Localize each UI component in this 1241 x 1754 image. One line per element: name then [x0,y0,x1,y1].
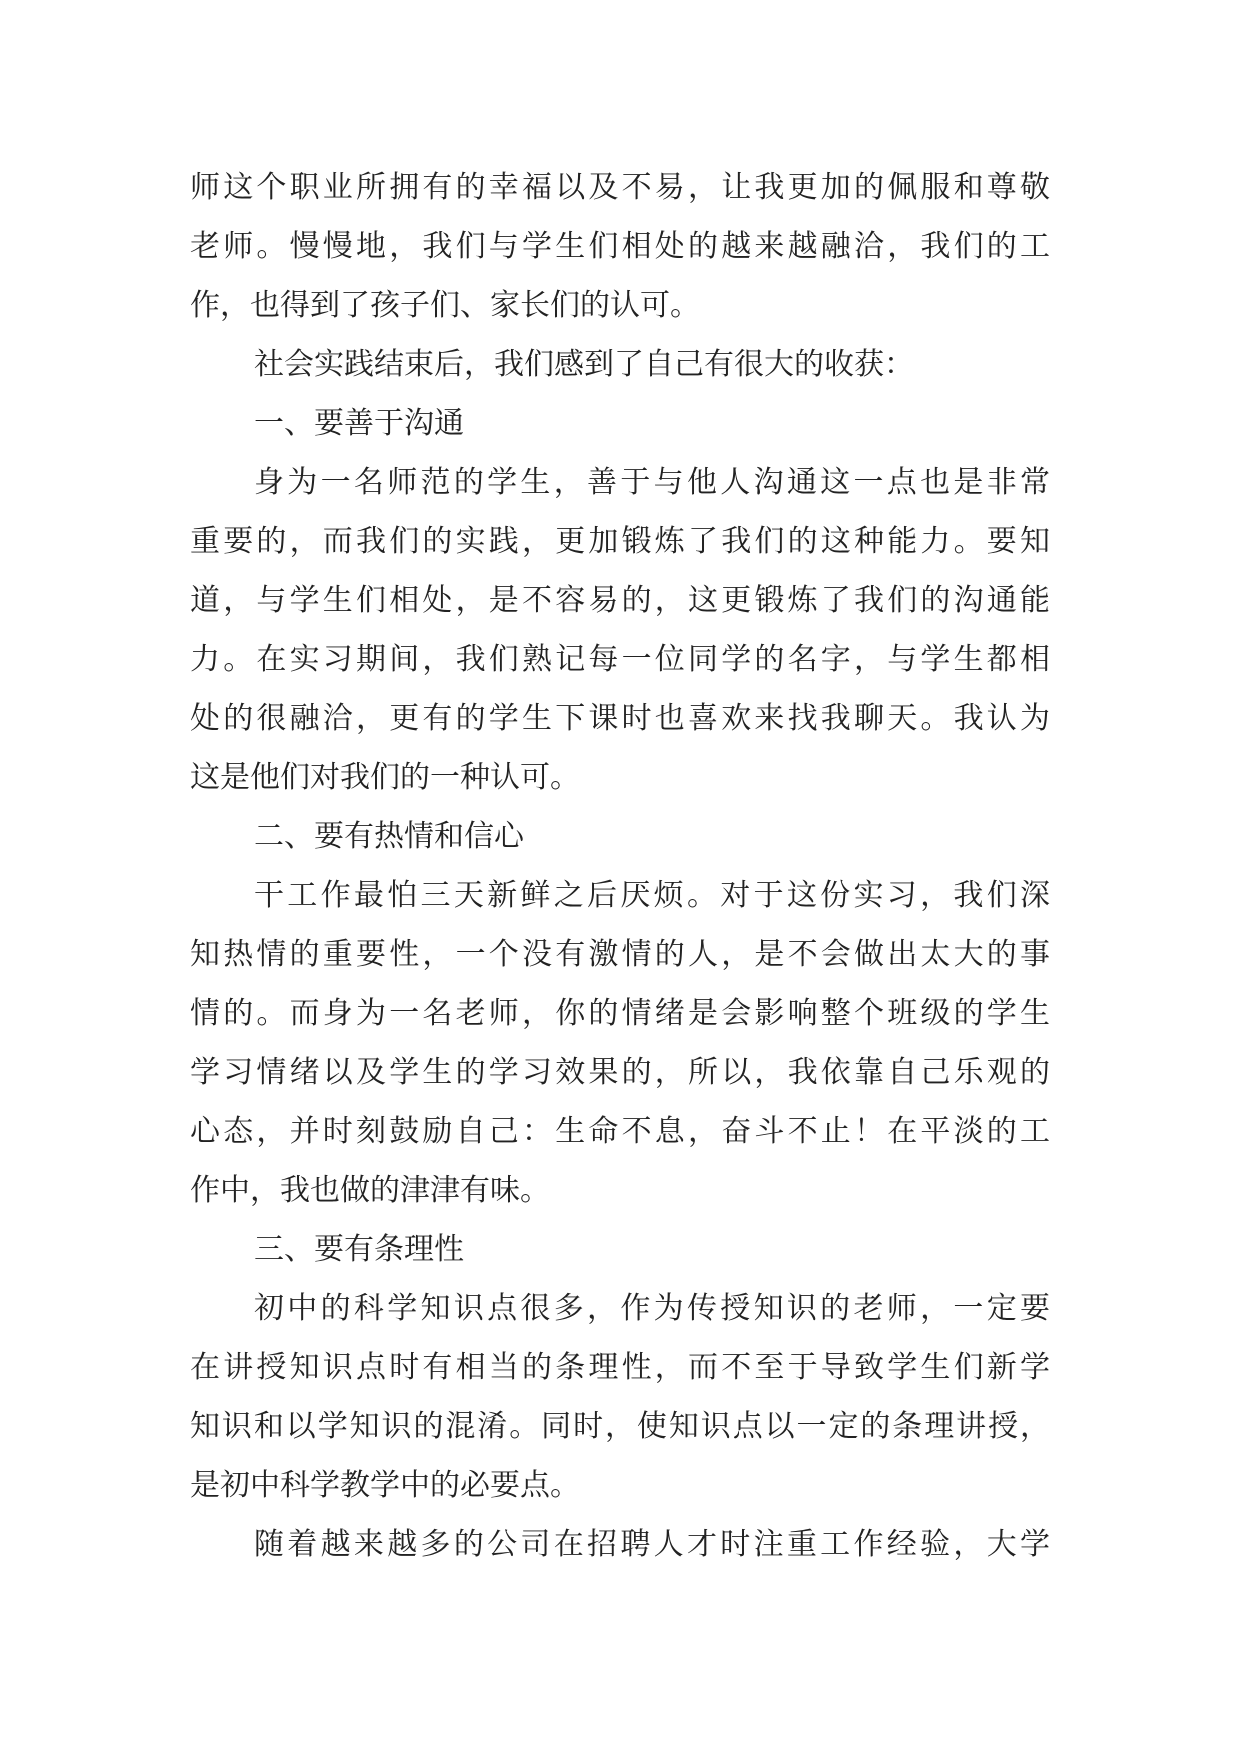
text-line: 知热情的重要性，一个没有激情的人，是不会做出太大的事 [190,937,1050,972]
text-line: 重要的，而我们的实践，更加锻炼了我们的这种能力。要知 [190,524,1050,559]
text-line: 道，与学生们相处，是不容易的，这更锻炼了我们的沟通能 [190,583,1050,618]
text-line: 随着越来越多的公司在招聘人才时注重工作经验，大学 [254,1527,1050,1562]
text-line: 力。在实习期间，我们熟记每一位同学的名字，与学生都相 [190,642,1050,677]
text-line: 情的。而身为一名老师，你的情绪是会影响整个班级的学生 [190,996,1050,1031]
text-line: 一、要善于沟通 [254,406,464,441]
text-line: 学习情绪以及学生的学习效果的，所以，我依靠自己乐观的 [190,1055,1050,1090]
text-line: 处的很融洽，更有的学生下课时也喜欢来找我聊天。我认为 [190,701,1050,736]
text-line: 社会实践结束后，我们感到了自己有很大的收获： [254,347,914,382]
text-line: 师这个职业所拥有的幸福以及不易，让我更加的佩服和尊敬 [190,170,1050,205]
text-line: 这是他们对我们的一种认可。 [190,760,580,795]
text-line: 作，也得到了孩子们、家长们的认可。 [190,288,700,323]
text-line: 老师。慢慢地，我们与学生们相处的越来越融洽，我们的工 [190,229,1050,264]
text-line: 作中，我也做的津津有味。 [190,1173,550,1208]
text-line: 是初中科学教学中的必要点。 [190,1468,580,1503]
text-line: 干工作最怕三天新鲜之后厌烦。对于这份实习，我们深 [254,878,1050,913]
text-line: 初中的科学知识点很多，作为传授知识的老师，一定要 [254,1291,1050,1326]
text-line: 心态，并时刻鼓励自己：生命不息，奋斗不止！在平淡的工 [190,1114,1050,1149]
text-line: 二、要有热情和信心 [254,819,524,854]
document-body [190,158,1050,1574]
text-line: 知识和以学知识的混淆。同时，使知识点以一定的条理讲授， [190,1409,1050,1444]
text-line: 在讲授知识点时有相当的条理性，而不至于导致学生们新学 [190,1350,1050,1385]
text-line: 身为一名师范的学生，善于与他人沟通这一点也是非常 [254,465,1050,500]
text-line: 三、要有条理性 [254,1232,464,1267]
